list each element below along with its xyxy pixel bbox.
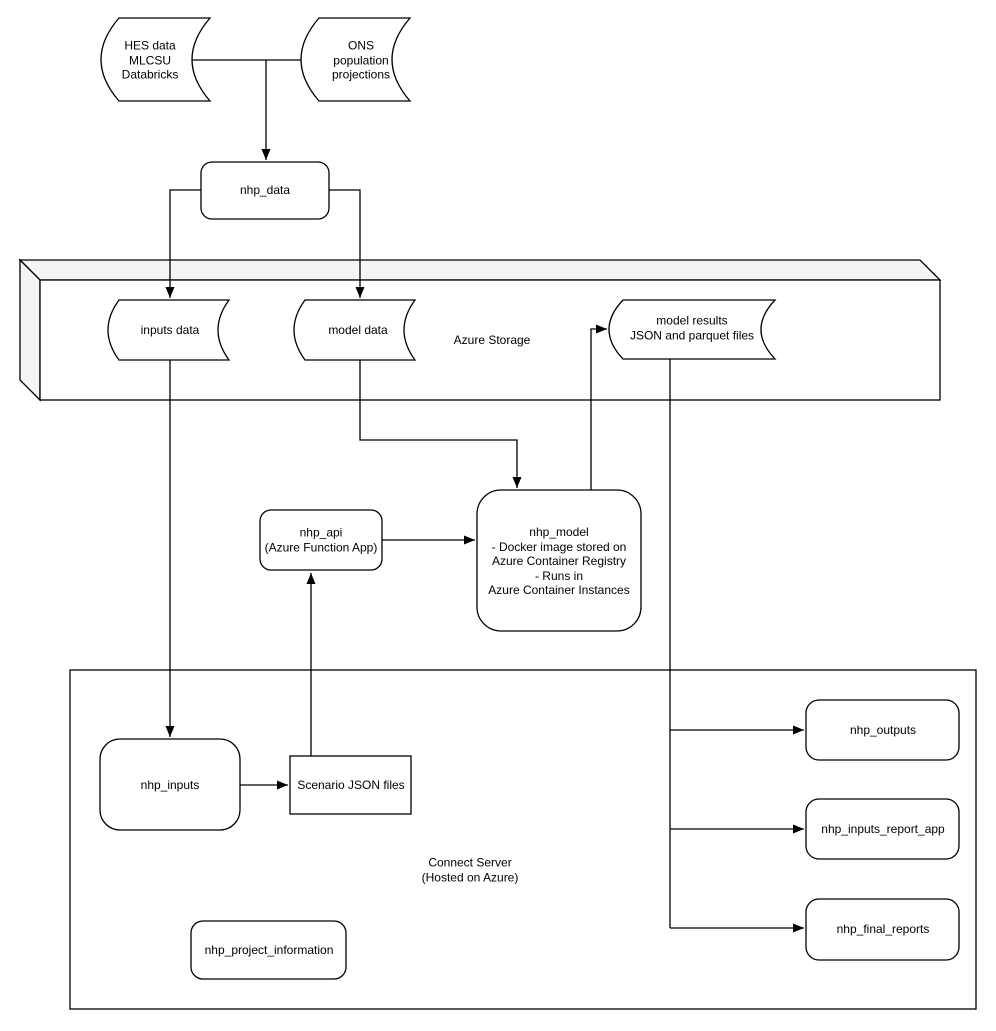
node-nhp-inputs (100, 739, 240, 830)
inputs-data-label: inputs data (140, 322, 200, 337)
hes-data-label: HES data MLCSU Databricks (121, 38, 179, 82)
nhp-final-reports-label: nhp_final_reports (836, 921, 930, 936)
node-model-results (609, 300, 775, 359)
node-nhp-outputs (806, 700, 959, 760)
nhp-project-information-label: nhp_project_information (204, 942, 334, 957)
azure-storage-cube-top-face (20, 260, 940, 280)
scenario-json-files-label: Scenario JSON files (297, 777, 405, 792)
node-nhp-model (477, 490, 641, 631)
nhp-inputs-report-app-label: nhp_inputs_report_app (821, 821, 945, 836)
node-nhp-project-information (191, 921, 346, 979)
node-scenario-json-files (290, 756, 411, 814)
nhp-data-label: nhp_data (239, 182, 291, 197)
node-nhp-api (260, 510, 382, 570)
node-model-data (294, 300, 415, 360)
model-data-label: model data (328, 322, 388, 337)
nhp-model-label: nhp_model - Docker image stored on Azure Container Registry - Runs in Azure Container Instances (488, 524, 630, 597)
node-nhp-inputs-report-app (806, 799, 959, 859)
node-nhp-data (201, 162, 329, 219)
node-ons-population (301, 18, 410, 101)
ons-population-label: ONS population projections (331, 38, 391, 82)
model-results-label: model results JSON and parquet files (629, 313, 755, 342)
nhp-outputs-label: nhp_outputs (849, 722, 917, 737)
azure-storage-cube-left-face (20, 260, 40, 400)
node-inputs-data (108, 300, 229, 360)
connect-server-label: Connect Server (Hosted on Azure) (421, 855, 519, 884)
nhp-api-label: nhp_api (Azure Function App) (264, 525, 378, 554)
azure-storage-label: Azure Storage (453, 332, 531, 347)
nhp-inputs-label: nhp_inputs (140, 777, 200, 792)
node-nhp-final-reports (806, 899, 959, 960)
